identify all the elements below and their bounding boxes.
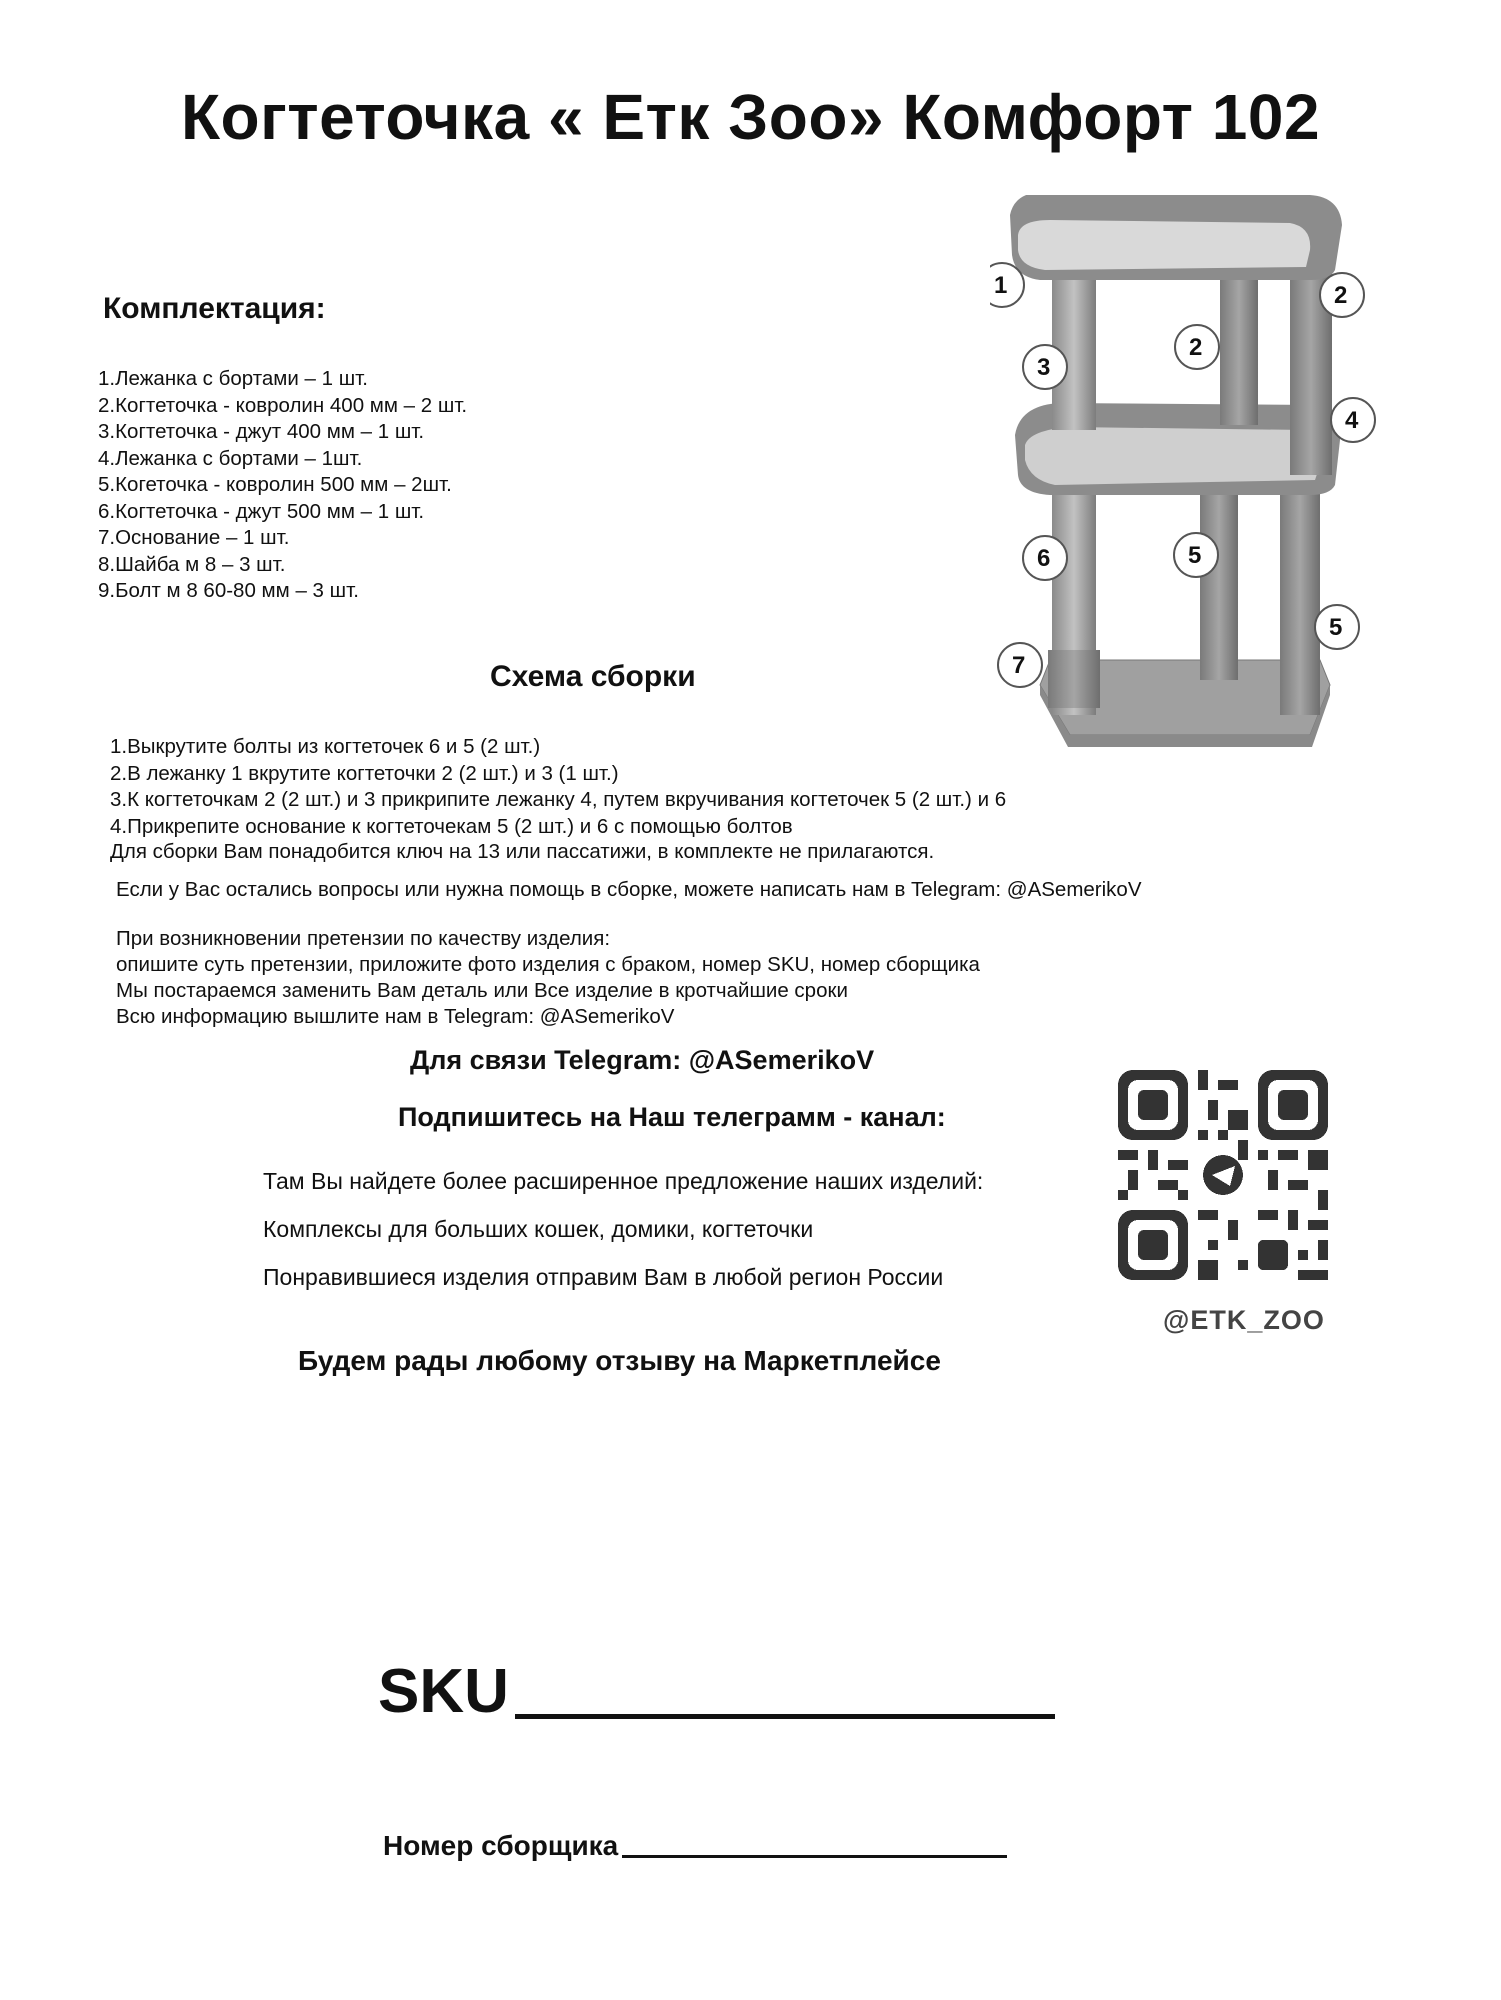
kit-item: 7.Основание – 1 шт. xyxy=(98,526,290,549)
assembly-step: 3.К когтеточкам 2 (2 шт.) и 3 прикрипите лежанку 4, путем вкручивания когтеточек 5 (2 шт.) и 6 xyxy=(110,788,1007,811)
callout-7 xyxy=(998,643,1042,687)
callout-3 xyxy=(1023,345,1067,389)
callout-5-center-label: 5 xyxy=(1188,542,1202,569)
kit-item: 4.Лежанка с бортами – 1шт. xyxy=(98,446,363,470)
assembler-label: Номер сборщика xyxy=(383,1830,619,1861)
claim-line: Всю информацию вышлите нам в Telegram: @ASemerikoV xyxy=(116,1005,675,1028)
assembly-heading: Схема сборки xyxy=(490,660,696,693)
callout-2-center xyxy=(1175,325,1219,369)
assembly-steps xyxy=(110,734,1006,840)
review-request: Будем рады любому отзыву на Маркетплейсе xyxy=(298,1345,941,1376)
kit-item: 6.Когтеточка - джут 500 мм – 1 шт. xyxy=(98,499,425,523)
callout-2-right xyxy=(1320,273,1364,317)
callout-2-right-label: 2 xyxy=(1334,282,1348,309)
callout-2-center-label: 2 xyxy=(1189,334,1203,361)
sku-field xyxy=(378,1656,1055,1727)
callout-4 xyxy=(1331,398,1375,442)
callout-5-right-label: 5 xyxy=(1329,614,1343,641)
callout-1-label: 1 xyxy=(994,272,1008,299)
kit-item: 9.Болт м 8 60-80 мм – 3 шт. xyxy=(98,579,359,602)
kit-item: 3.Когтеточка - джут 400 мм – 1 шт. xyxy=(98,420,425,443)
product-illustration xyxy=(990,195,1420,775)
sku-blank-line xyxy=(515,1674,1055,1719)
callout-1 xyxy=(990,263,1024,307)
assembly-step: 4.Прикрепите основание к когтеточекам 5 (2 шт.) и 6 с помощью болтов xyxy=(110,814,793,838)
kit-list xyxy=(98,366,467,605)
kit-item: 8.Шайба м 8 – 3 шт. xyxy=(98,552,286,576)
sku-label: SKU xyxy=(378,1657,509,1726)
assembly-step: 2.В лежанку 1 вкрутите когтеточки 2 (2 шт.) и 3 (1 шт.) xyxy=(110,761,619,785)
claim-line: опишите суть претензии, приложите фото изделия с браком, номер SKU, номер сборщика xyxy=(116,953,980,976)
offer-line: Там Вы найдете более расширенное предложение наших изделий: xyxy=(263,1168,984,1194)
kit-item: 2.Когтеточка - ковролин 400 мм – 2 шт. xyxy=(98,393,468,417)
subscribe-heading: Подпишитесь на Наш телеграмм - канал: xyxy=(398,1102,946,1132)
kit-item: 1.Лежанка с бортами – 1 шт. xyxy=(98,367,368,390)
offer-line: Комплексы для больших кошек, домики, когтеточки xyxy=(263,1216,814,1242)
claim-block xyxy=(116,926,980,1030)
tools-note: Для сборки Вам понадобится ключ на 13 или пассатижи, в комплекте не прилагаются. xyxy=(110,840,935,863)
callout-6 xyxy=(1023,536,1067,580)
callout-5-right xyxy=(1315,605,1359,649)
callout-6-label: 6 xyxy=(1037,545,1051,572)
assembler-field xyxy=(383,1830,1007,1862)
assembly-step: 1.Выкрутите болты из когтеточек 6 и 5 (2 шт.) xyxy=(110,735,541,758)
assembler-blank-line xyxy=(622,1835,1007,1858)
kit-heading: Комплектация: xyxy=(103,292,326,325)
help-note: Если у Вас остались вопросы или нужна помощь в сборке, можете написать нам в Telegram: @ASemerikoV xyxy=(116,878,1142,901)
document-title: Когтеточка « Етк Зоо» Комфорт 102 xyxy=(180,81,1321,153)
kit-item: 5.Когеточка - ковролин 500 мм – 2шт. xyxy=(98,473,452,496)
claim-line: При возникновении претензии по качеству изделия: xyxy=(116,927,611,950)
callout-3-label: 3 xyxy=(1037,354,1051,381)
claim-line: Мы постараемся заменить Вам деталь или Все изделие в кротчайшие сроки xyxy=(116,979,848,1002)
qr-caption: @ETK_ZOO xyxy=(1163,1305,1325,1335)
callout-7-label: 7 xyxy=(1012,652,1026,679)
contact-line: Для связи Telegram: @ASemerikoV xyxy=(410,1045,875,1075)
offer-line: Понравившиеся изделия отправим Вам в любой регион России xyxy=(263,1264,944,1290)
qr-code xyxy=(1118,1070,1328,1280)
callout-5-center xyxy=(1174,533,1218,577)
callout-4-label: 4 xyxy=(1345,407,1359,434)
